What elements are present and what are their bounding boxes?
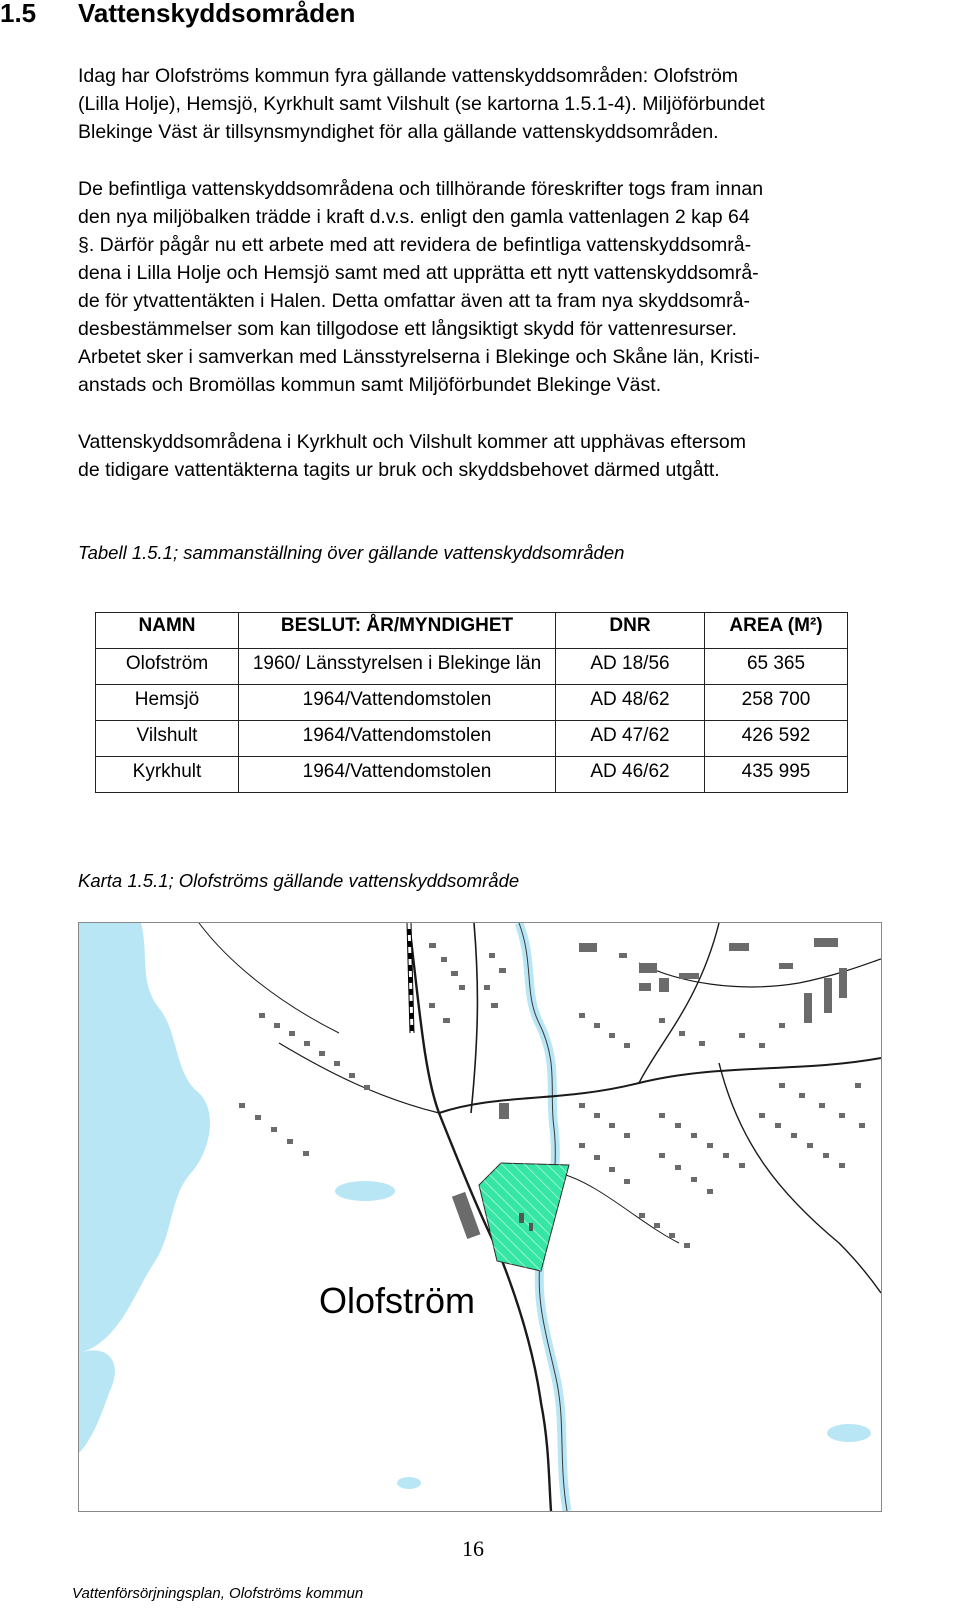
text-line: Idag har Olofströms kommun fyra gällande vattenskyddsområden: Olofström [78,65,739,87]
section-title: Vattenskyddsområden [78,0,356,28]
table-row [96,649,848,685]
text-line: desbestämmelser som kan tillgodose ett långsiktigt skydd för vattenresurser. [78,318,737,340]
page-footer: Vattenförsörjningsplan, Olofströms kommun [72,1585,364,1602]
column-header-decision: BESLUT: ÅR/MYNDIGHET [239,613,556,649]
text-line: dena i Lilla Holje och Hemsjö samt med att upprätta ett nytt vattenskyddsområ- [78,262,759,284]
text-line: anstads och Bromöllas kommun samt Miljöförbundet Blekinge Väst. [78,374,662,396]
pond [335,1181,395,1201]
section-heading [0,0,355,29]
protected-area [479,1163,569,1271]
cell-name: Olofström [96,649,239,685]
cell-name: Hemsjö [96,685,239,721]
cell-area: 426 592 [705,721,848,757]
text-line: de för ytvattentäkten i Halen. Detta omfattar även att ta fram nya skyddsområ- [78,290,750,312]
text-line: de tidigare vattentäkterna tagits ur bruk och skyddsbehovet därmed utgått. [78,459,720,481]
column-header-area: AREA (M²) [705,613,848,649]
cell-decision: 1960/ Länsstyrelsen i Blekinge län [239,649,556,685]
cell-decision: 1964/Vattendomstolen [239,757,556,793]
cell-decision: 1964/Vattendomstolen [239,721,556,757]
text-line: den nya miljöbalken trädde i kraft d.v.s. enligt den gamla vattenlagen 2 kap 64 [78,206,750,228]
text-line: Vattenskyddsområdena i Kyrkhult och Vilshult kommer att upphävas eftersom [78,431,747,453]
lake-shape [79,923,210,1353]
cell-dnr: AD 47/62 [556,721,705,757]
text-line: §. Därför pågår nu ett arbete med att revidera de befintliga vattenskyddsområ- [78,234,752,256]
cell-dnr: AD 46/62 [556,757,705,793]
column-header-name: NAMN [96,613,239,649]
pond [397,1477,421,1489]
table-row [96,721,848,757]
map-caption: Karta 1.5.1; Olofströms gällande vattenskyddsområde [78,870,520,891]
text-line: (Lilla Holje), Hemsjö, Kyrkhult samt Vilshult (se kartorna 1.5.1-4). Miljöförbundet [78,93,765,115]
cell-name: Vilshult [96,721,239,757]
table-row [96,685,848,721]
paragraph-intro [78,62,960,146]
table-caption: Tabell 1.5.1; sammanställning över gällande vattenskyddsområden [78,542,625,563]
map-svg [79,923,881,1511]
map-place-label: Olofström [319,1280,476,1321]
column-header-dnr: DNR [556,613,705,649]
protection-areas-table [95,612,848,793]
paragraph-revision [78,175,960,399]
pond [827,1424,871,1442]
table-row [96,757,848,793]
text-line: Blekinge Väst är tillsynsmyndighet för alla gällande vattenskyddsområden. [78,121,719,143]
cell-name: Kyrkhult [96,757,239,793]
table-header-row [96,613,848,649]
cell-decision: 1964/Vattendomstolen [239,685,556,721]
text-line: Arbetet sker i samverkan med Länsstyrelserna i Blekinge och Skåne län, Kristi- [78,346,760,368]
cell-area: 65 365 [705,649,848,685]
cell-dnr: AD 18/56 [556,649,705,685]
lake-bay [79,1350,115,1453]
cell-area: 435 995 [705,757,848,793]
cell-area: 258 700 [705,685,848,721]
page-number: 16 [462,1536,484,1561]
cell-dnr: AD 48/62 [556,685,705,721]
map-figure [78,922,882,1512]
text-line: De befintliga vattenskyddsområdena och tillhörande föreskrifter togs fram innan [78,178,764,200]
section-number: 1.5 [0,0,37,28]
paragraph-revocation [78,428,960,484]
